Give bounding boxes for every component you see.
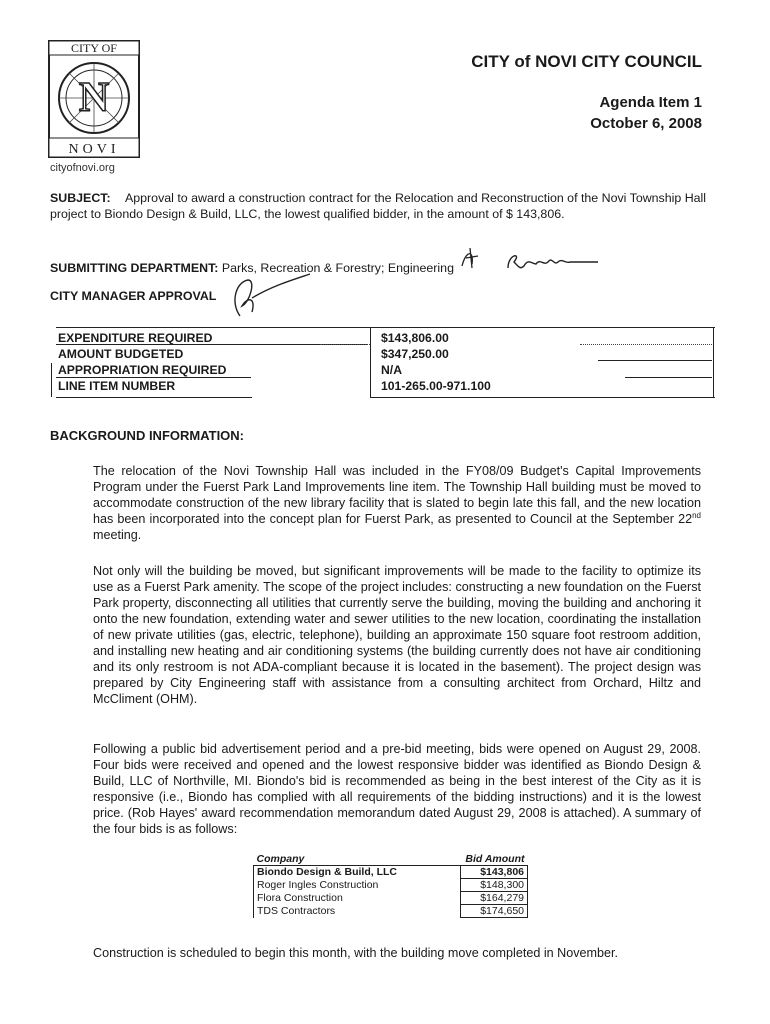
budget-rule — [56, 327, 371, 328]
budget-label: LINE ITEM NUMBER — [58, 379, 176, 393]
budget-rule — [370, 397, 715, 398]
budget-rule — [56, 397, 252, 398]
budget-label: AMOUNT BUDGETED — [58, 347, 184, 361]
city-manager-row — [50, 288, 216, 304]
closing-statement: Construction is scheduled to begin this month, with the building move completed in November. — [93, 946, 619, 960]
bids-header-row — [254, 853, 528, 866]
bid-company: Flora Construction — [254, 892, 461, 905]
bid-amount: $164,279 — [461, 892, 528, 905]
budget-label: APPROPRIATION REQUIRED — [58, 363, 227, 377]
budget-rule — [625, 377, 712, 378]
budget-value: N/A — [381, 363, 402, 377]
subject-label: SUBJECT: — [50, 191, 111, 205]
budget-rule — [56, 377, 251, 378]
bid-amount: $143,806 — [461, 866, 528, 879]
city-seal-logo — [48, 40, 140, 158]
logo-bottom-text: NOVI — [68, 142, 120, 157]
budget-rule — [713, 327, 714, 397]
submitting-department-value: Parks, Recreation & Forestry; Engineering — [221, 261, 454, 275]
table-row — [254, 879, 528, 892]
background-heading: BACKGROUND INFORMATION: — [50, 428, 245, 443]
bids-table — [253, 853, 528, 918]
logo-url: cityofnovi.org — [50, 162, 115, 174]
budget-rule — [51, 363, 52, 397]
background-paragraph-3: Following a public bid advertisement period and a pre-bid meeting, bids were opened on August 29, 2008. Four bids were received and opened and the lowest responsive bidder was identified as Biondo Design & Build, LLC of Northville, MI. Biondo's bid is recommended as being in the best interest of the City as it is responsive (i.e., Biondo has complied with all requirements of the bidding instructions) and it is the lowest price. (Rob Hayes' award recommendation memorandum dated August 29, 2008 is attached). A summary of the four bids is as follows: — [93, 742, 701, 836]
bid-company: Roger Ingles Construction — [254, 879, 461, 892]
city-manager-signature — [222, 272, 312, 318]
background-paragraph-2: Not only will the building be moved, but significant improvements will be made to the facility to optimize its use as a Fuerst Park amenity. The scope of the project includes: constructing a new foundation on the Fuerst Park property, disconnecting all utilities that currently serve the building, moving the building and anchoring it onto the new foundation, extending water and sewer utilities to the new location, coordinating the installation of new private utilities (gas, electric, telephone), building an approximate 150 square foot restroom addition, and installing new heating and air conditioning systems (the building currently does not have air conditioning and its only restroom is not ADA-compliant because it is located in the basement). The project design was prepared by City Engineering staff with assistance from a consulting architect from Orchard, Hiltz and McCliment (OHM). — [93, 564, 701, 706]
bids-header-amount: Bid Amount — [461, 853, 528, 866]
budget-value: 101-265.00-971.100 — [381, 379, 491, 393]
agenda-item: Agenda Item 1 — [599, 94, 702, 111]
budget-value: $143,806.00 — [381, 331, 449, 345]
bid-company: Biondo Design & Build, LLC — [254, 866, 461, 879]
budget-rule — [370, 327, 715, 328]
table-row — [254, 905, 528, 918]
document-title: CITY of NOVI CITY COUNCIL — [471, 52, 702, 71]
submitting-department-label: SUBMITTING DEPARTMENT: — [50, 261, 219, 275]
bids-header-company: Company — [254, 853, 461, 866]
budget-value: $347,250.00 — [381, 347, 449, 361]
budget-label: EXPENDITURE REQUIRED — [58, 331, 213, 345]
bid-amount: $148,300 — [461, 879, 528, 892]
table-row — [254, 892, 528, 905]
budget-rule — [320, 344, 370, 345]
city-manager-label: CITY MANAGER APPROVAL — [50, 289, 217, 303]
budget-rule — [370, 327, 371, 397]
logo-top-text: CITY OF — [71, 41, 117, 55]
bid-company: TDS Contractors — [254, 905, 461, 918]
agenda-date: October 6, 2008 — [590, 115, 702, 132]
budget-rule — [580, 344, 712, 345]
background-paragraph-1: The relocation of the Novi Township Hall was included in the FY08/09 Budget's Capital Improvements Program under the Fuerst Park Land Improvements line item. The Township Hall building must be moved to accommodate construction of the new library facility that is slated to begin late this fall, and the new location has been incorporated into the concept plan for Fuerst Park, as presented to Council at the September 22nd meeting. — [93, 464, 701, 542]
logo-monogram: N — [78, 75, 110, 121]
department-signature — [452, 244, 602, 280]
table-row — [254, 866, 528, 879]
bid-amount: $174,650 — [461, 905, 528, 918]
budget-rule — [598, 360, 712, 361]
